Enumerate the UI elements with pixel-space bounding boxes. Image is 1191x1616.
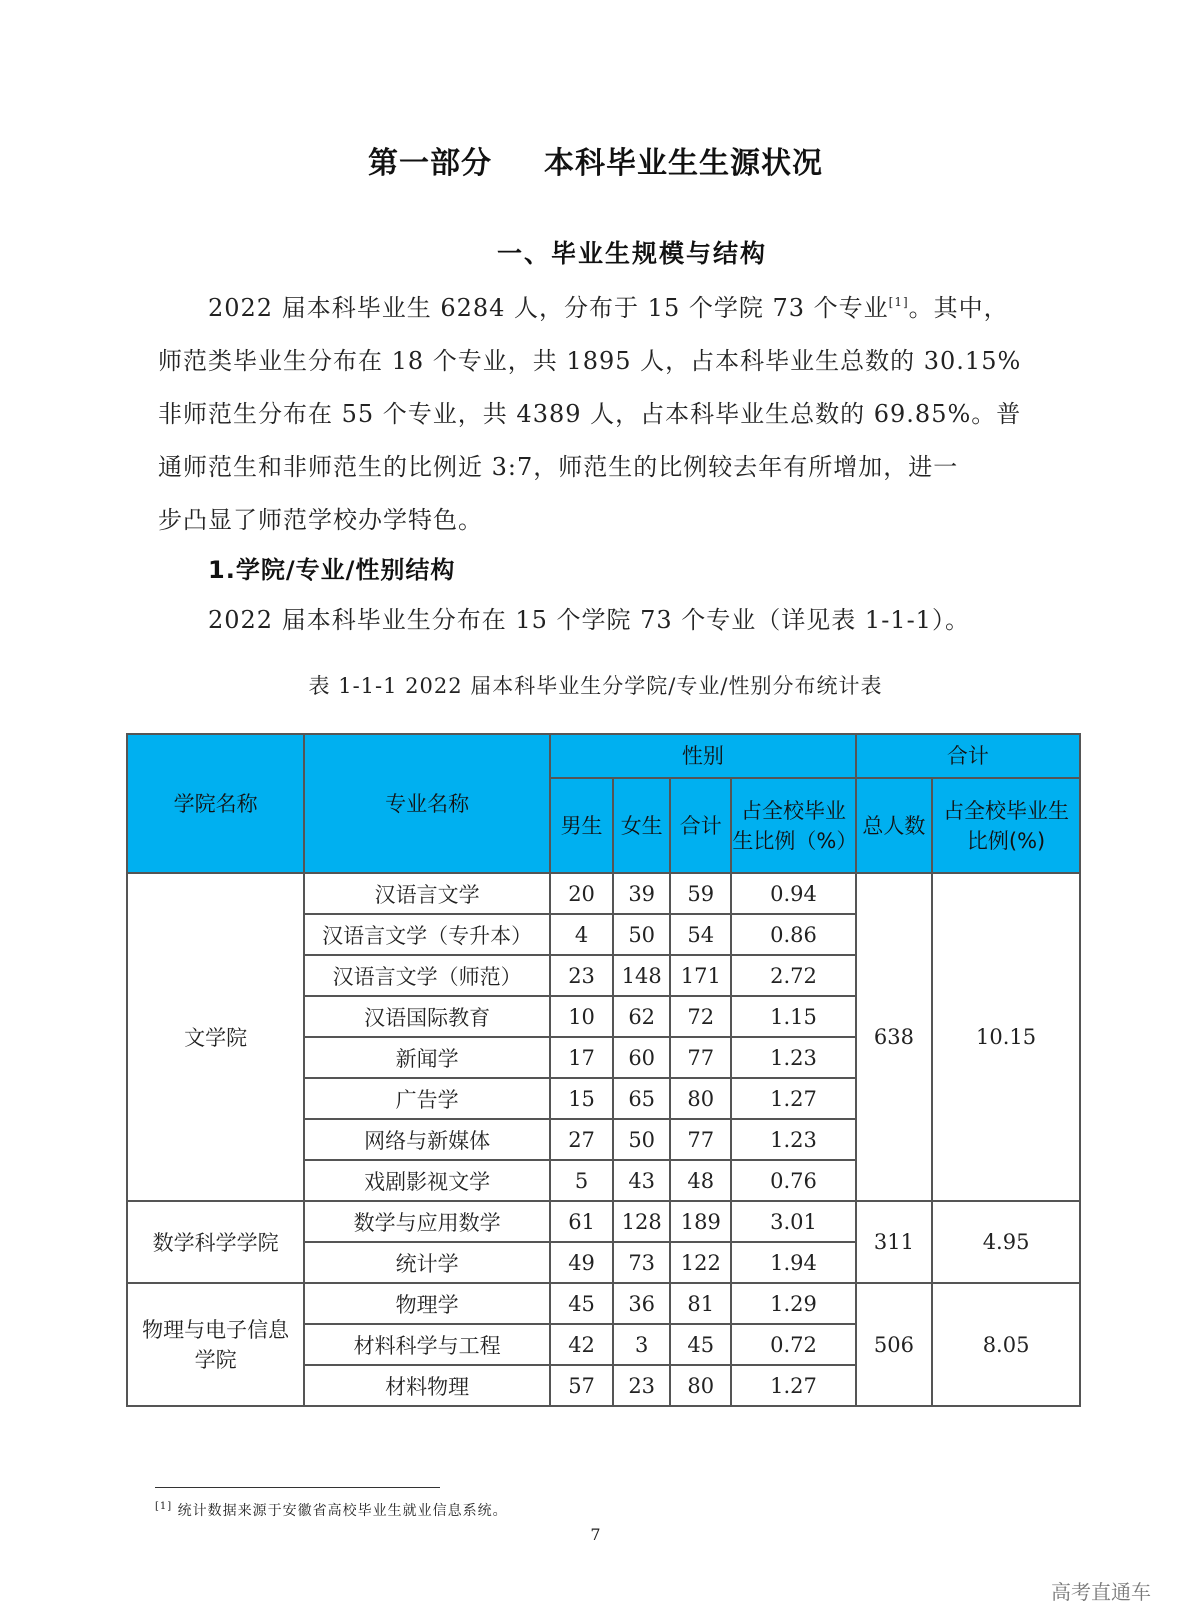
college-ratio-cell: 8.05 (932, 1283, 1080, 1406)
header-gender: 性别 (550, 734, 856, 778)
major-cell: 材料物理 (304, 1365, 550, 1406)
section-heading: 一、毕业生规模与结构 (497, 239, 768, 268)
sum-cell: 81 (670, 1283, 731, 1324)
sum-cell: 48 (670, 1160, 731, 1201)
female-cell: 148 (613, 955, 670, 996)
major-cell: 广告学 (304, 1078, 550, 1119)
watermark: 高考直通车 (1051, 1580, 1151, 1604)
college-cell: 文学院 (127, 873, 304, 1201)
table-row (127, 873, 1080, 914)
college-total-cell: 311 (856, 1201, 932, 1283)
major-cell: 数学与应用数学 (304, 1201, 550, 1242)
header-sum: 合计 (670, 778, 731, 873)
ratio-cell: 0.94 (731, 873, 855, 914)
ratio-cell: 1.29 (731, 1283, 855, 1324)
intro-line-3: 非师范生分布在 55 个专业，共 4389 人，占本科毕业生总数的 69.85%。普 (158, 400, 1022, 428)
female-cell: 39 (613, 873, 670, 914)
female-cell: 62 (613, 996, 670, 1037)
major-cell: 汉语言文学（专升本） (304, 914, 550, 955)
table-caption: 表 1-1-1 2022 届本科毕业生分学院/专业/性别分布统计表 (308, 674, 883, 698)
header-total-count: 总人数 (856, 778, 932, 873)
footnote (155, 1500, 508, 1520)
footnote-ref[interactable]: [1] (888, 295, 909, 309)
college-total-cell: 506 (856, 1283, 932, 1406)
male-cell: 45 (550, 1283, 613, 1324)
ratio-cell: 0.86 (731, 914, 855, 955)
major-cell: 汉语言文学 (304, 873, 550, 914)
table-row (127, 1283, 1080, 1324)
sum-cell: 80 (670, 1365, 731, 1406)
male-cell: 10 (550, 996, 613, 1037)
male-cell: 4 (550, 914, 613, 955)
sum-cell: 77 (670, 1037, 731, 1078)
female-cell: 65 (613, 1078, 670, 1119)
sum-cell: 122 (670, 1242, 731, 1283)
distribution-table (126, 733, 1081, 1407)
ratio-cell: 1.27 (731, 1078, 855, 1119)
college-cell: 物理与电子信息学院 (127, 1283, 304, 1406)
female-cell: 36 (613, 1283, 670, 1324)
intro-line-5: 步凸显了师范学校办学特色。 (158, 506, 483, 534)
table-body (127, 873, 1080, 1406)
ratio-cell: 1.94 (731, 1242, 855, 1283)
sum-cell: 54 (670, 914, 731, 955)
ratio-cell: 1.23 (731, 1119, 855, 1160)
intro-line-2: 师范类毕业生分布在 18 个专业，共 1895 人，占本科毕业生总数的 30.15% (158, 347, 1022, 375)
major-cell: 戏剧影视文学 (304, 1160, 550, 1201)
female-cell: 73 (613, 1242, 670, 1283)
ratio-cell: 0.72 (731, 1324, 855, 1365)
ratio-cell: 0.76 (731, 1160, 855, 1201)
ratio-cell: 1.15 (731, 996, 855, 1037)
table-row (127, 1201, 1080, 1242)
ratio-cell: 3.01 (731, 1201, 855, 1242)
footnote-divider (155, 1487, 440, 1488)
header-female: 女生 (613, 778, 670, 873)
ratio-cell: 1.23 (731, 1037, 855, 1078)
male-cell: 57 (550, 1365, 613, 1406)
college-total-cell: 638 (856, 873, 932, 1201)
female-cell: 50 (613, 1119, 670, 1160)
intro-line-4: 通师范生和非师范生的比例近 3:7，师范生的比例较去年有所增加，进一 (158, 453, 959, 481)
header-male: 男生 (550, 778, 613, 873)
male-cell: 49 (550, 1242, 613, 1283)
sum-cell: 80 (670, 1078, 731, 1119)
header-ratio: 占全校毕业生比例（%） (731, 778, 855, 873)
male-cell: 20 (550, 873, 613, 914)
header-college: 学院名称 (127, 734, 304, 873)
female-cell: 23 (613, 1365, 670, 1406)
major-cell: 材料科学与工程 (304, 1324, 550, 1365)
major-cell: 物理学 (304, 1283, 550, 1324)
male-cell: 27 (550, 1119, 613, 1160)
male-cell: 42 (550, 1324, 613, 1365)
female-cell: 60 (613, 1037, 670, 1078)
college-cell: 数学科学学院 (127, 1201, 304, 1283)
structure-paragraph: 2022 届本科毕业生分布在 15 个学院 73 个专业（详见表 1-1-1）。 (208, 606, 970, 634)
sum-cell: 45 (670, 1324, 731, 1365)
page-title (0, 138, 1191, 182)
sum-cell: 189 (670, 1201, 731, 1242)
ratio-cell: 1.27 (731, 1365, 855, 1406)
intro-line-1: 2022 届本科毕业生 6284 人，分布于 15 个学院 73 个专业[1]。其中， (208, 294, 1009, 322)
sum-cell: 72 (670, 996, 731, 1037)
male-cell: 17 (550, 1037, 613, 1078)
male-cell: 61 (550, 1201, 613, 1242)
footnote-text: 统计数据来源于安徽省高校毕业生就业信息系统。 (177, 1503, 508, 1519)
header-total-ratio: 占全校毕业生比例(%) (932, 778, 1080, 873)
college-ratio-cell: 4.95 (932, 1201, 1080, 1283)
header-total: 合计 (856, 734, 1080, 778)
intro-paragraph (158, 282, 1038, 547)
header-major: 专业名称 (304, 734, 550, 873)
male-cell: 15 (550, 1078, 613, 1119)
ratio-cell: 2.72 (731, 955, 855, 996)
major-cell: 汉语国际教育 (304, 996, 550, 1037)
major-cell: 汉语言文学（师范） (304, 955, 550, 996)
female-cell: 50 (613, 914, 670, 955)
female-cell: 3 (613, 1324, 670, 1365)
footnote-marker: [1] (155, 1501, 173, 1512)
college-ratio-cell: 10.15 (932, 873, 1080, 1201)
title-part: 第一部分 (368, 146, 492, 181)
male-cell: 23 (550, 955, 613, 996)
female-cell: 128 (613, 1201, 670, 1242)
sum-cell: 171 (670, 955, 731, 996)
sum-cell: 59 (670, 873, 731, 914)
sum-cell: 77 (670, 1119, 731, 1160)
major-cell: 统计学 (304, 1242, 550, 1283)
female-cell: 43 (613, 1160, 670, 1201)
title-text: 本科毕业生生源状况 (544, 146, 823, 181)
subheading: 1.学院/专业/性别结构 (208, 556, 456, 584)
major-cell: 网络与新媒体 (304, 1119, 550, 1160)
male-cell: 5 (550, 1160, 613, 1201)
page-number: 7 (590, 1525, 601, 1544)
major-cell: 新闻学 (304, 1037, 550, 1078)
